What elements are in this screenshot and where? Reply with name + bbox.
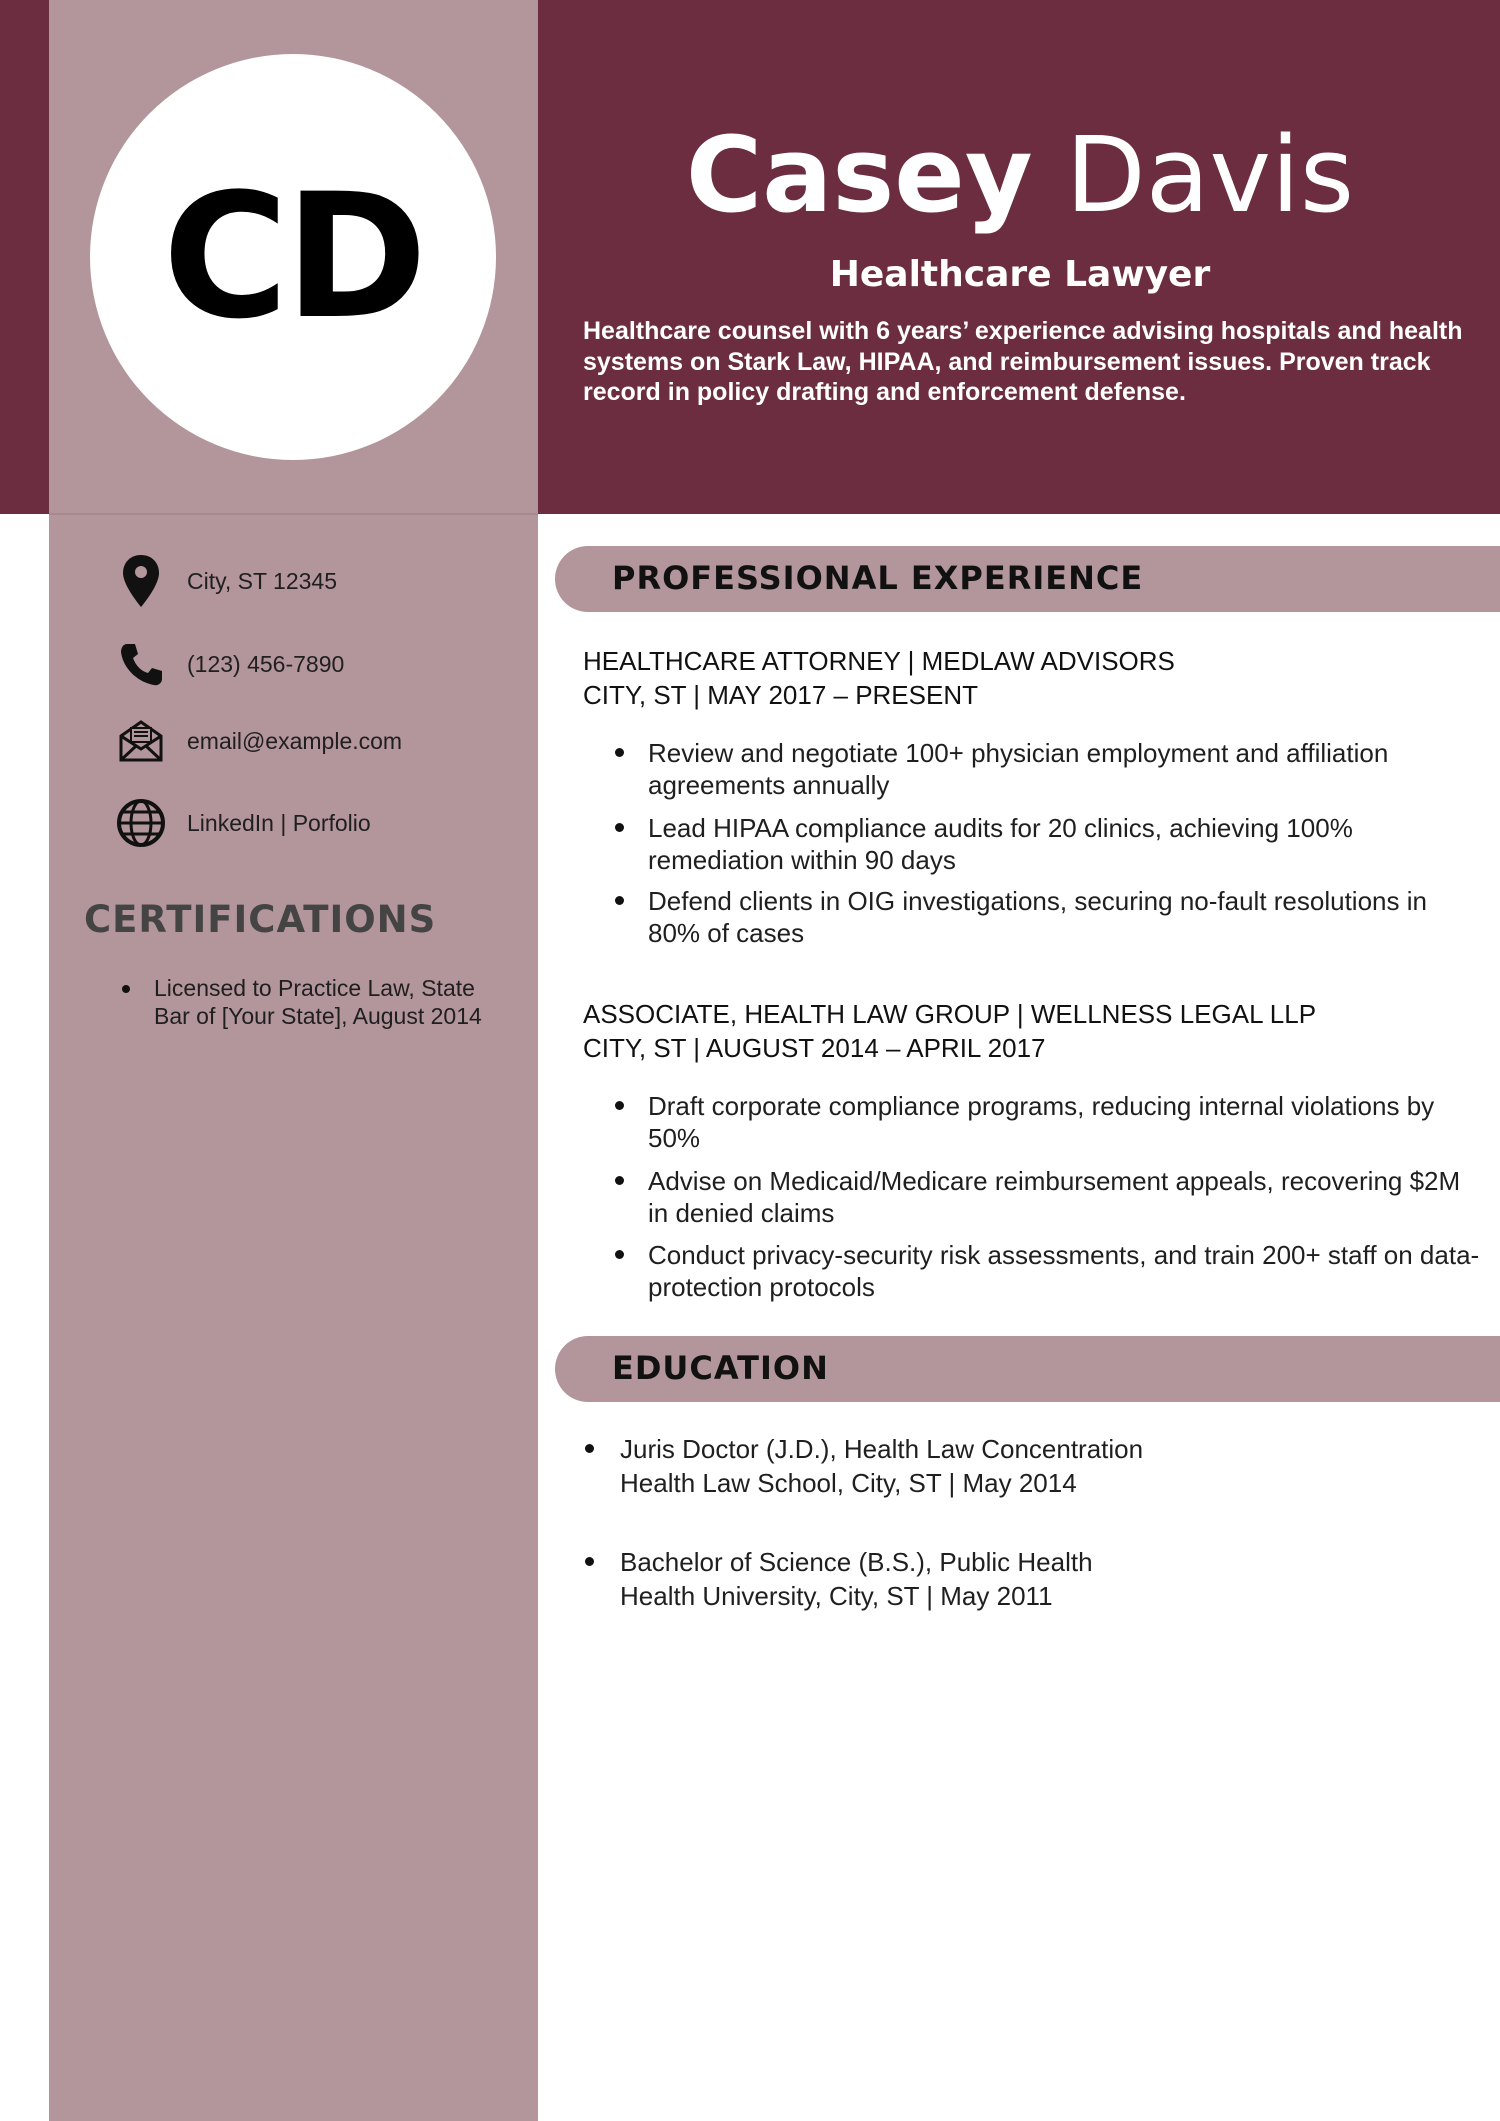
education-heading: EDUCATION <box>612 1349 829 1387</box>
bullet-dot <box>585 1557 594 1566</box>
sidebar-divider <box>49 513 538 515</box>
school: Health University, City, ST | May 2011 <box>620 1581 1053 1611</box>
monogram-badge <box>90 54 496 460</box>
certifications-list <box>122 974 512 1030</box>
achievement-item: Review and negotiate 100+ physician employment and affiliation agreements annually <box>615 737 1485 801</box>
contact-email <box>110 711 530 771</box>
education-item <box>585 1545 1485 1613</box>
contact-email-text: email@example.com <box>187 727 403 754</box>
experience-heading: PROFESSIONAL EXPERIENCE <box>612 559 1144 597</box>
candidate-name <box>540 114 1500 236</box>
job-achievements <box>615 737 1485 949</box>
job-position: HEALTHCARE ATTORNEY | MEDLAW ADVISORS <box>583 646 1175 676</box>
school: Health Law School, City, ST | May 2014 <box>620 1468 1077 1498</box>
last-name: Davis <box>1065 114 1355 236</box>
contact-links <box>110 793 530 853</box>
achievement-item: Defend clients in OIG investigations, securing no-fault resolutions in 80% of cases <box>615 885 1485 949</box>
education-item <box>585 1432 1485 1500</box>
first-name: Casey <box>685 114 1033 236</box>
job-location-dates: CITY, ST | AUGUST 2014 – APRIL 2017 <box>583 1033 1046 1063</box>
location-pin-icon <box>110 551 172 611</box>
achievement-item: Lead HIPAA compliance audits for 20 clinics, achieving 100% remediation within 90 days <box>615 812 1485 876</box>
certifications-heading: CERTIFICATIONS <box>84 898 437 941</box>
job-location-dates: CITY, ST | MAY 2017 – PRESENT <box>583 680 978 710</box>
globe-icon <box>110 793 172 853</box>
phone-icon <box>110 634 172 694</box>
contact-phone-text: (123) 456-7890 <box>187 650 345 677</box>
bullet-dot <box>585 1444 594 1453</box>
education-section-header <box>555 1336 1500 1402</box>
contact-location-text: City, ST 12345 <box>187 567 338 594</box>
job-achievements <box>615 1090 1485 1303</box>
job-title: Healthcare Lawyer <box>829 254 1211 295</box>
contact-location <box>110 551 530 611</box>
monogram-initials: CD <box>162 156 424 357</box>
certification-item: Licensed to Practice Law, State Bar of [Your State], August 2014 <box>122 974 512 1030</box>
experience-section-header <box>555 546 1500 612</box>
job-position: ASSOCIATE, HEALTH LAW GROUP | WELLNESS LEGAL LLP <box>583 999 1317 1029</box>
degree: Juris Doctor (J.D.), Health Law Concentration <box>620 1434 1144 1464</box>
achievement-item: Draft corporate compliance programs, reducing internal violations by 50% <box>615 1090 1485 1154</box>
contact-phone <box>110 634 530 694</box>
achievement-item: Conduct privacy-security risk assessments, and train 200+ staff on data-protection protocols <box>615 1239 1485 1303</box>
envelope-icon <box>110 711 172 771</box>
achievement-item: Advise on Medicaid/Medicare reimbursement appeals, recovering $2M in denied claims <box>615 1165 1485 1229</box>
professional-summary: Healthcare counsel with 6 years’ experience advising hospitals and health systems on Stark Law, HIPAA, and reimbursement issues. Proven track record in policy drafting and enforcement defense. <box>583 317 1463 406</box>
job-entry <box>583 644 1483 712</box>
degree: Bachelor of Science (B.S.), Public Health <box>620 1547 1093 1577</box>
job-entry <box>583 997 1483 1065</box>
contact-links-text: LinkedIn | Porfolio <box>187 809 371 836</box>
